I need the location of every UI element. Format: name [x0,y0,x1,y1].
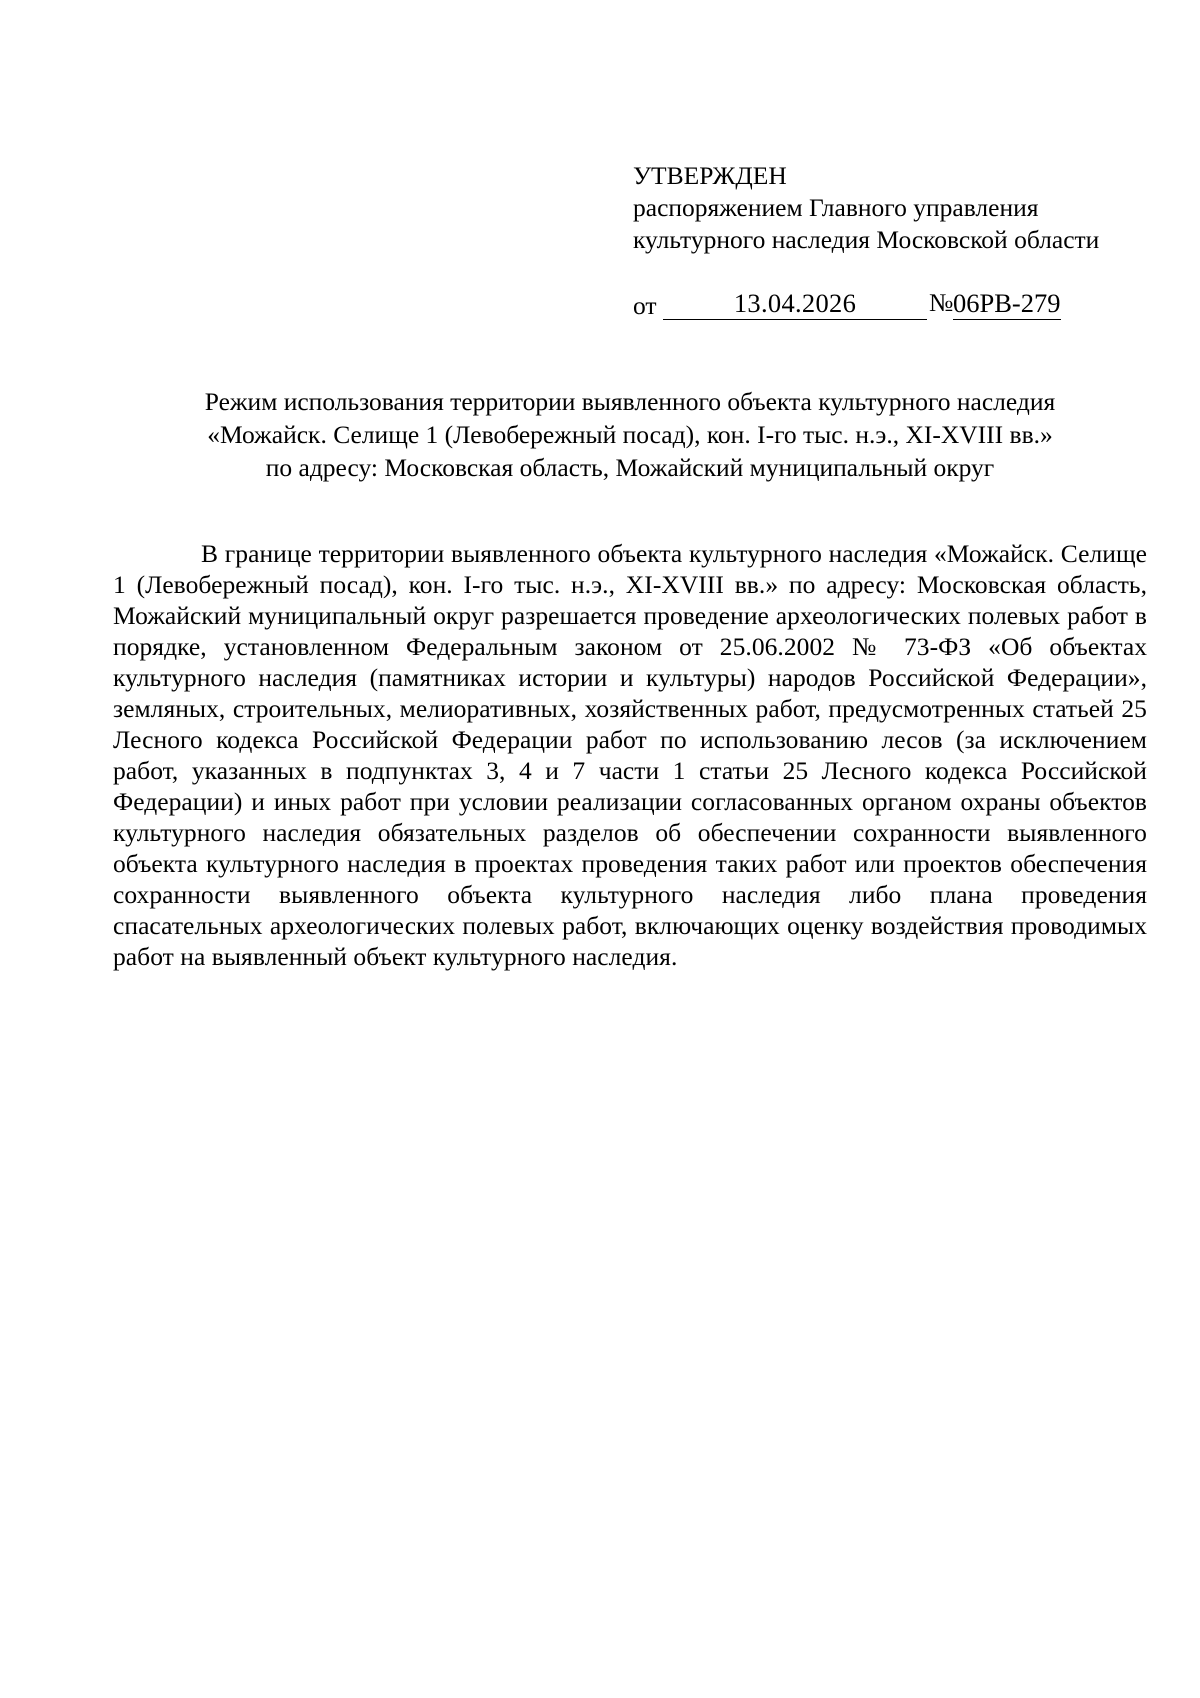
approval-block [633,160,1173,256]
title-line-2: «Можайск. Селище 1 (Левобережный посад), кон. I-го тыс. н.э., XI-XVIII вв.» [207,420,1053,449]
reference-prefix: от [633,291,657,320]
reference-date: 13.04.2026 [663,287,927,320]
reference-number: 06РВ-279 [953,288,1061,318]
approval-heading: УТВЕРЖДЕН [633,161,787,190]
approval-issuer-line-1: распоряжением Главного управления [633,193,1039,222]
title-line-3: по адресу: Московская область, Можайский муниципальный округ [265,453,995,482]
document-reference [633,287,1173,321]
title-line-1: Режим использования территории выявленного объекта культурного наследия [204,387,1056,416]
body-paragraph: В границе территории выявленного объекта культурного наследия «Можайск. Селище 1 (Левобережный посад), кон. I-го тыс. н.э., XI-XVIII вв.» по адресу: Московская область, Можайский муниципальный округ разрешается проведение археологических полевых работ в порядке, установленном Федеральным законом от 25.06.2002 № 73-ФЗ «Об объектах культурного наследия (памятниках истории и культуры) народов Российской Федерации», земляных, строительных, мелиоративных, хозяйственных работ, предусмотренных статьей 25 Лесного кодекса Российской Федерации работ по использованию лесов (за исключением работ, указанных в подпунктах 3, 4 и 7 части 1 статьи 25 Лесного кодекса Российской Федерации) и иных работ при условии реализации согласованных органом охраны объектов культурного наследия обязательных разделов об обеспечении сохранности выявленного объекта культурного наследия в проектах проведения таких работ или проектов обеспечения сохранности выявленного объекта культурного наследия либо плана проведения спасательных археологических полевых работ, включающих оценку воздействия проводимых работ на выявленный объект культурного наследия. [113,538,1147,971]
reference-number-sign: № [929,288,954,317]
approval-issuer-line-2: культурного наследия Московской области [633,225,1100,254]
document-title [115,385,1145,484]
